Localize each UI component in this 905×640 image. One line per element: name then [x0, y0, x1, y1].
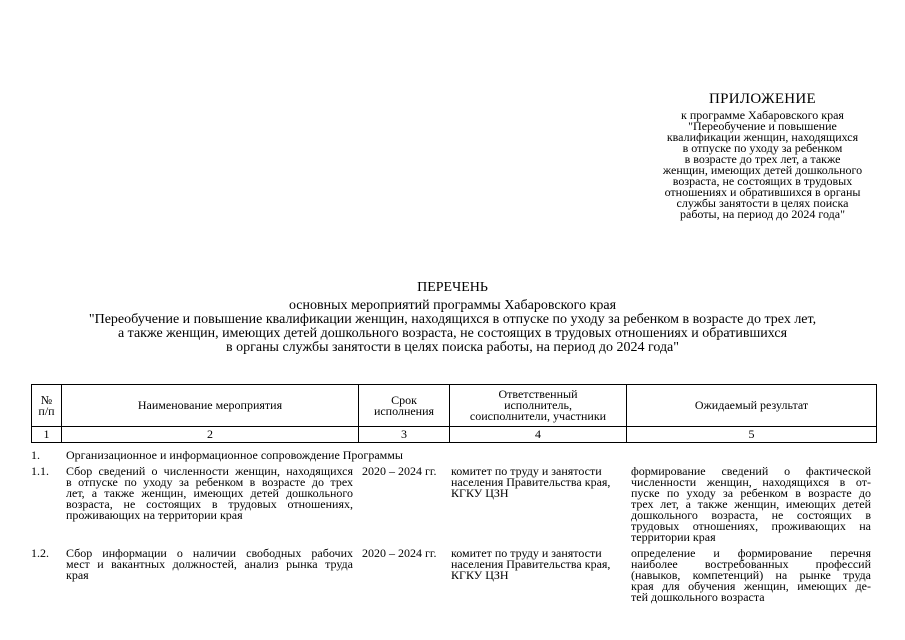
header-text: п/п [38, 403, 55, 418]
appendix-text [640, 110, 885, 220]
row-executor [451, 466, 619, 499]
header-text: Ответственный [498, 387, 578, 401]
section-title: Организационное и информационное сопровождение Программы [66, 448, 403, 462]
column-number: 3 [359, 427, 450, 443]
subtitle-line: в органы службы занятости в целях поиска работы, на период до 2024 года" [226, 340, 679, 355]
text-line: края [66, 568, 89, 582]
header-text: исполнения [373, 403, 435, 418]
appendix-line: в отпуске по уходу за ребенком [682, 141, 843, 155]
appendix-line: женщин, имеющих детей дошкольного [662, 163, 863, 177]
text-line: населения Правительства края, [451, 475, 611, 489]
text-line: трех лет, а также женщин, имеющих детей [631, 497, 871, 511]
header-text: исполнитель, [504, 398, 572, 412]
col-header-executor [450, 385, 627, 427]
row-result [631, 548, 871, 603]
text-line: комитет по труду и занятости [451, 546, 602, 560]
subtitle-line: а также женщин, имеющих детей дошкольного возраста, не состоящих в трудовых отношениях и обратившихся [117, 326, 788, 341]
header-text: соисполнители, участники [469, 409, 607, 423]
appendix-line: службы занятости в целях поиска [676, 196, 849, 210]
header-row [32, 385, 877, 427]
subtitle-line: "Переобучение и повышение квалификации женщин, находящихся в отпуске по уходу за ребенком в возрасте до трех лет, [88, 312, 817, 327]
header-text: Ожидаемый результат [694, 398, 809, 412]
text-line: в отпуске по уходу за ребенком в возрасте до трех [66, 475, 353, 489]
appendix-line: работы, на период до 2024 года" [680, 207, 845, 221]
row-result [631, 466, 871, 543]
appendix-title: ПРИЛОЖЕНИЕ [708, 91, 817, 107]
header-text: Срок [391, 392, 417, 407]
text-line: лет, а также женщин, имеющих детей дошкольного [66, 486, 353, 500]
row-executor [451, 548, 619, 581]
row-term: 2020 – 2024 гг. [362, 464, 437, 478]
text-line: Сбор информации о наличии свободных рабочих [66, 546, 353, 560]
text-line: КГКУ ЦЗН [451, 486, 509, 500]
appendix-block [640, 91, 885, 220]
text-line: формирование сведений о фактической [631, 464, 871, 478]
text-line: проживающих на территории края [66, 508, 243, 522]
text-line: тей дошкольного возраста [631, 590, 765, 604]
subtitle-line: основных мероприятий программы Хабаровского края [288, 298, 617, 313]
text-line: пуске по уходу за ребенком в возрасте до [631, 486, 871, 500]
text-line: населения Правительства края, [451, 557, 611, 571]
text-line: территории края [631, 530, 716, 544]
row-name [66, 466, 353, 521]
column-number: 5 [627, 427, 877, 443]
appendix-line: в возрасте до трех лет, а также [684, 152, 841, 166]
header-text: № [40, 392, 53, 407]
document-title: ПЕРЕЧЕНЬ [417, 280, 488, 295]
measures-table-header [31, 384, 877, 443]
column-number-row [32, 427, 877, 443]
text-line: комитет по труду и занятости [451, 464, 602, 478]
document-heading [0, 280, 905, 355]
col-header-result [627, 385, 877, 427]
header-text: Наименование мероприятия [137, 398, 283, 412]
text-line: КГКУ ЦЗН [451, 568, 509, 582]
col-header-term [359, 385, 450, 427]
text-line: определение и формирование перечня [631, 546, 871, 560]
appendix-line: квалификации женщин, находящихся [666, 130, 859, 144]
text-line: дошкольного возраста, не состоящих в [631, 508, 871, 522]
col-header-number [32, 385, 62, 427]
section-number: 1. [31, 448, 40, 462]
text-line: трудовых отношениях, проживающих на [631, 519, 871, 533]
row-term: 2020 – 2024 гг. [362, 546, 437, 560]
appendix-line: "Переобучение и повышение [688, 119, 837, 133]
document-subtitle [0, 299, 905, 355]
col-header-name [62, 385, 359, 427]
text-line: наиболее востребованных профессий [631, 557, 871, 571]
column-number: 4 [450, 427, 627, 443]
appendix-line: отношениях и обратившихся в органы [664, 185, 861, 199]
appendix-line: к программе Хабаровского края [681, 108, 844, 122]
appendix-line: возраста, не состоящих в трудовых [672, 174, 853, 188]
text-line: (навыков, компетенций) на рынке труда [631, 568, 871, 582]
text-line: возраста, не состоящих в трудовых отношениях, [66, 497, 353, 511]
column-number: 2 [62, 427, 359, 443]
column-number: 1 [32, 427, 62, 443]
row-number: 1.2. [31, 546, 49, 560]
row-number: 1.1. [31, 464, 49, 478]
text-line: мест и вакантных должностей, анализ рынка труда [66, 557, 353, 571]
row-name [66, 548, 353, 581]
text-line: края для обучения женщин, имеющих де- [631, 579, 871, 593]
text-line: численности женщин, находящихся в от- [631, 475, 871, 489]
text-line: Сбор сведений о численности женщин, находящихся [66, 464, 353, 478]
